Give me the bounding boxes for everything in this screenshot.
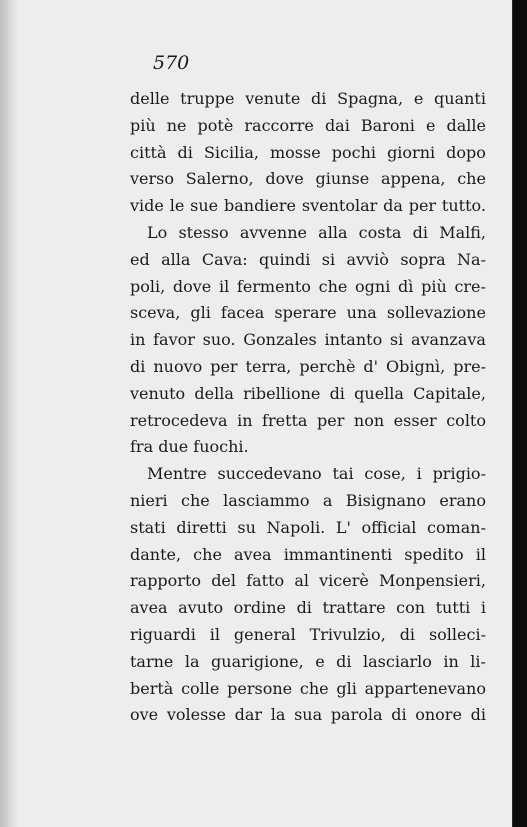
text-line: tarne la guarigione, e di lasciarlo in li- (130, 651, 486, 671)
text-line: Mentre succedevano tai cose, i prigio- (147, 464, 486, 484)
text-line: delle truppe venute di Spagna, e quanti (130, 89, 486, 108)
text-line: verso Salerno, dove giunse appena, che (130, 169, 486, 189)
text-line: rapporto del fatto al vicerè Monpensieri, (130, 571, 486, 591)
text-line: di nuovo per terra, perchè d' Obignì, pre- (130, 356, 486, 376)
text-line: riguardi il general Trivulzio, di solleci- (130, 624, 486, 644)
text-line: vide le sue bandiere sventolar da per tutto. (130, 196, 486, 216)
text-line: ove volesse dar la sua parola di onore di (130, 705, 486, 725)
text-line: in favor suo. Gonzales intanto si avanzava (130, 330, 486, 350)
text-line: ed alla Cava: quindi si avviò sopra Na- (130, 249, 486, 269)
text-line: Lo stesso avvenne alla costa di Malfi, (147, 222, 486, 242)
text-line: fra due fuochi. (130, 437, 249, 457)
text-line: stati diretti su Napoli. L' official coman- (130, 517, 486, 537)
text-line: città di Sicilia, mosse pochi giorni dopo (130, 142, 486, 162)
text-line: bertà colle persone che gli appartenevano (130, 678, 486, 698)
text-line: sceva, gli facea sperare una sollevazione (130, 303, 486, 323)
text-line: avea avuto ordine di trattare con tutti i (130, 598, 486, 618)
text-lines (130, 86, 486, 729)
text-line: dante, che avea immantinenti spedito il (130, 544, 486, 564)
text-line: retrocedeva in fretta per non esser colto (130, 410, 486, 430)
text-line: nieri che lasciammo a Bisignano erano (130, 490, 486, 510)
body-text (130, 86, 486, 729)
page-number: 570 (153, 52, 190, 74)
text-line: venuto della ribellione di quella Capitale, (130, 383, 486, 403)
text-line: poli, dove il fermento che ogni dì più cre- (130, 276, 486, 296)
text-line: più ne potè raccorre dai Baroni e dalle (130, 115, 486, 135)
